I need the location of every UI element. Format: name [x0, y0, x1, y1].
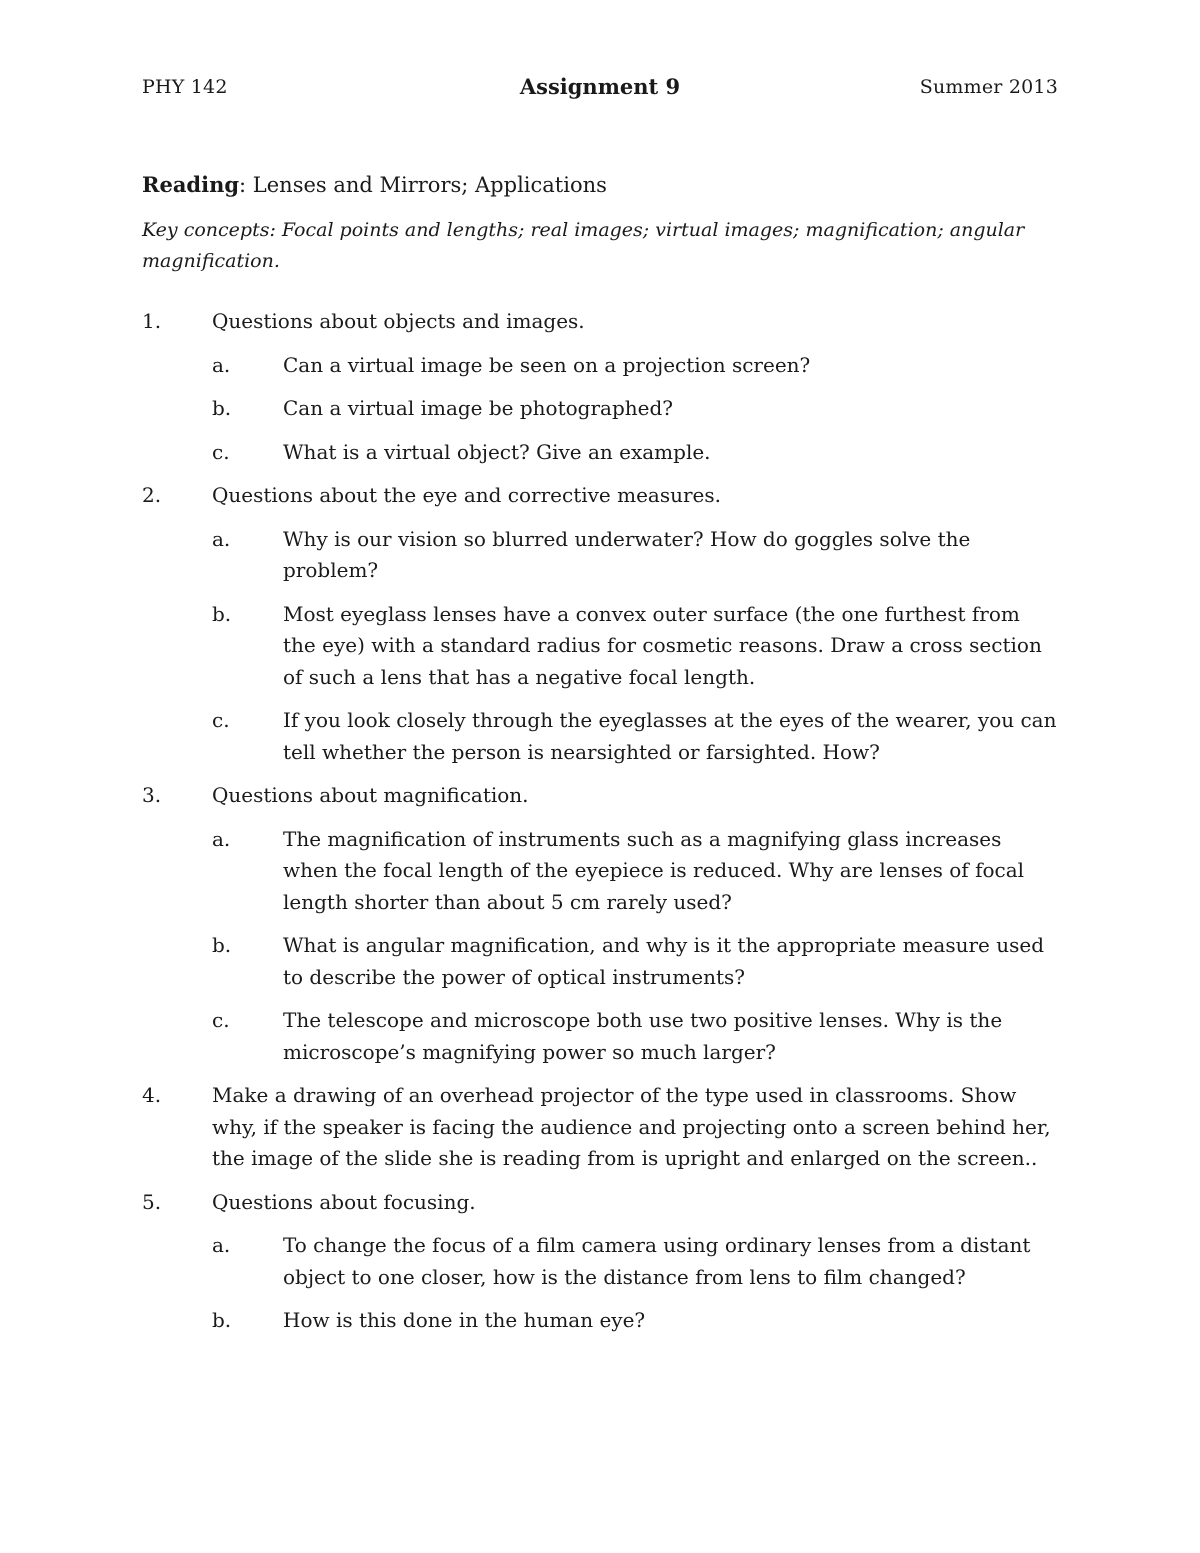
- sub-letter: c.: [212, 708, 230, 732]
- question-text: Make a drawing of an overhead projector of the type used in classrooms. Show why, if the speaker is facing the audience and projecting onto a screen behind her, the image of the slide she is reading from is upright and enlarged on the screen..: [212, 1083, 1051, 1170]
- sub-question: [212, 824, 1058, 919]
- reading-label: Reading: [142, 172, 240, 197]
- sub-question: [212, 1305, 1058, 1337]
- sub-letter: c.: [212, 439, 230, 464]
- sub-question: [212, 705, 1058, 768]
- sub-text: Can a virtual image be photographed?: [283, 396, 674, 420]
- sub-text: To change the focus of a film camera using ordinary lenses from a distant object to one closer, how is the distance from lens to film changed?: [283, 1233, 1031, 1289]
- question-text: Questions about objects and images.: [212, 309, 585, 333]
- question-text: Questions about magnification.: [212, 783, 529, 807]
- question-number: 4.: [142, 1083, 162, 1107]
- question-text: Questions about the eye and corrective measures.: [212, 483, 722, 507]
- assignment-title: Assignment 9: [519, 74, 681, 99]
- sub-text: The magnification of instruments such as a magnifying glass increases when the focal length of the eyepiece is reduced. Why are lenses of focal length shorter than about 5 cm rarely used?: [283, 826, 1025, 914]
- question-5: [142, 1187, 1058, 1337]
- question-number: 5.: [142, 1189, 162, 1214]
- sub-letter: a.: [212, 526, 231, 551]
- sub-text: What is angular magnification, and why is it the appropriate measure used to describe the power of optical instruments?: [283, 933, 1044, 989]
- question-number: 3.: [142, 783, 162, 807]
- question-3: [142, 780, 1058, 1068]
- sub-text: What is a virtual object? Give an example.: [283, 439, 711, 464]
- page-header: [142, 74, 1058, 106]
- sub-text: The telescope and microscope both use two positive lenses. Why is the microscope’s magnifying power so much larger?: [283, 1008, 1003, 1064]
- sub-text: Most eyeglass lenses have a convex outer surface (the one furthest from the eye) with a standard radius for cosmetic reasons. Draw a cross section of such a lens that has a negative focal length.: [283, 601, 1042, 689]
- sub-text: Why is our vision so blurred underwater? How do goggles solve the problem?: [283, 526, 971, 582]
- sub-question: [212, 393, 1058, 425]
- sub-letter: b.: [212, 601, 232, 626]
- sub-question: [212, 437, 1058, 469]
- sub-question: [212, 930, 1058, 993]
- term-label: Summer 2013: [919, 76, 1058, 98]
- sub-text: If you look closely through the eyeglasses at the eyes of the wearer, you can tell whether the person is nearsighted or farsighted. How?: [283, 708, 1057, 764]
- sub-letter: c.: [212, 1008, 230, 1032]
- sub-letter: a.: [212, 352, 231, 377]
- sub-question: [212, 599, 1058, 694]
- sub-question: [212, 1005, 1058, 1068]
- reading-line: [142, 172, 607, 197]
- sub-letter: b.: [212, 396, 232, 420]
- question-1: [142, 306, 1058, 468]
- question-text: Questions about focusing.: [212, 1189, 476, 1214]
- course-code: PHY 142: [142, 76, 228, 98]
- sub-text: How is this done in the human eye?: [283, 1308, 646, 1332]
- sub-letter: a.: [212, 826, 231, 851]
- sub-question: [212, 524, 1058, 587]
- question-list: [142, 306, 1058, 1349]
- question-4: [142, 1080, 1058, 1175]
- question-number: 1.: [142, 309, 162, 333]
- sub-question: [212, 1230, 1058, 1293]
- sub-letter: b.: [212, 933, 232, 957]
- key-concepts: Key concepts: Focal points and lengths; real images; virtual images; magnification; angular magnification.: [142, 219, 1025, 272]
- sub-letter: b.: [212, 1308, 232, 1332]
- question-number: 2.: [142, 483, 162, 507]
- sub-question: [212, 350, 1058, 382]
- sub-letter: a.: [212, 1233, 231, 1257]
- question-2: [142, 480, 1058, 768]
- sub-text: Can a virtual image be seen on a projection screen?: [283, 352, 811, 377]
- reading-text: : Lenses and Mirrors; Applications: [239, 173, 607, 197]
